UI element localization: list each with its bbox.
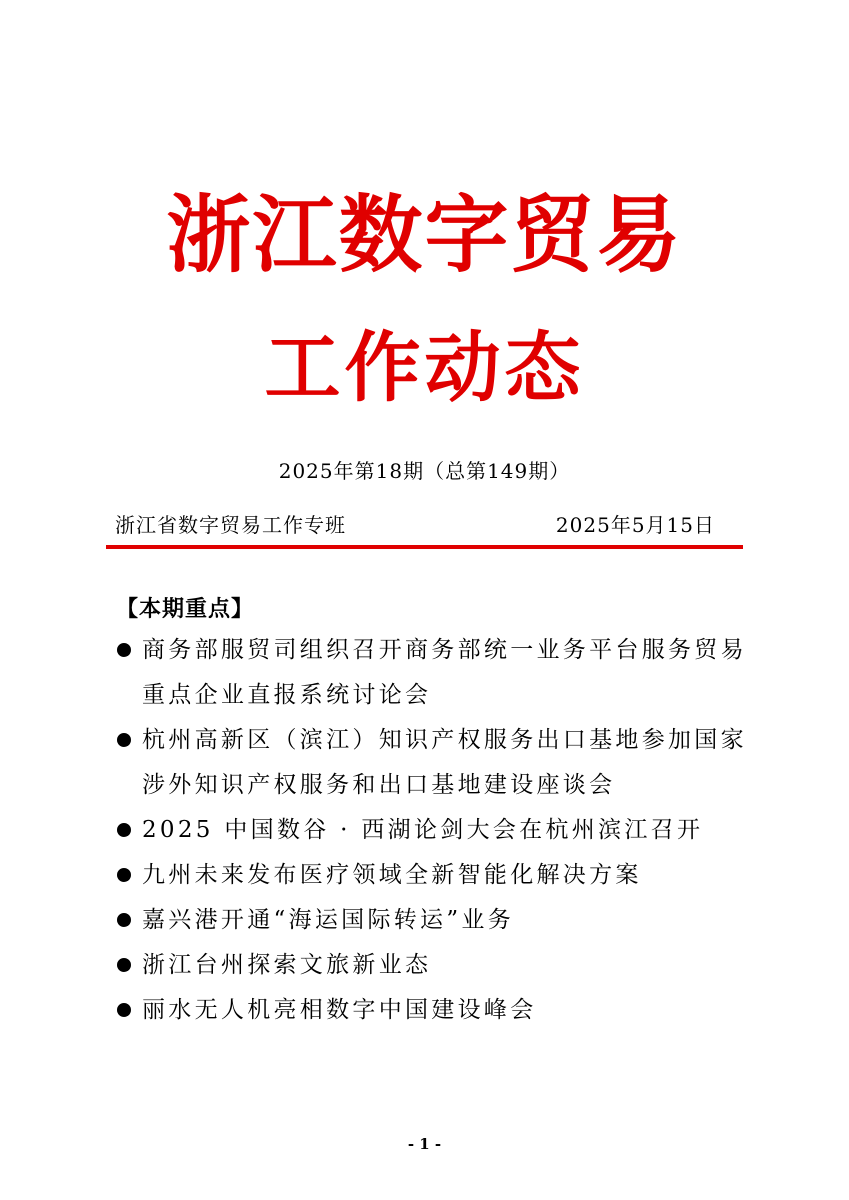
highlight-item <box>116 808 756 853</box>
issue-number: 2025年第18期（总第149期） <box>278 459 571 483</box>
highlight-item <box>116 898 756 943</box>
highlight-text: 杭州高新区（滨江）知识产权服务出口基地参加国家涉外知识产权服务和出口基地建设座谈会 <box>142 727 747 798</box>
issue-date: 2025年5月15日 <box>555 513 715 537</box>
highlight-text: 浙江台州探索文旅新业态 <box>142 952 432 978</box>
highlight-text: 商务部服贸司组织召开商务部统一业务平台服务贸易重点企业直报系统讨论会 <box>142 637 747 708</box>
highlight-text: 丽水无人机亮相数字中国建设峰会 <box>142 997 537 1023</box>
highlight-item <box>116 718 756 808</box>
bullet-icon <box>117 913 131 927</box>
bullet-icon <box>117 868 131 882</box>
issuing-organization: 浙江省数字贸易工作专班 <box>115 513 346 537</box>
highlight-text: 九州未来发布医疗领域全新智能化解决方案 <box>142 862 642 888</box>
highlight-item <box>116 988 756 1033</box>
bullet-icon <box>117 1003 131 1017</box>
highlights-heading: 【本期重点】 <box>116 597 255 622</box>
bullet-icon <box>117 823 131 837</box>
bullet-icon <box>117 958 131 972</box>
highlight-item <box>116 853 756 898</box>
bullet-icon <box>117 733 131 747</box>
highlights-list <box>116 628 756 1033</box>
page-number: - 1 - <box>407 1135 442 1153</box>
highlight-item <box>116 628 756 718</box>
masthead-title-line1: 浙江数字贸易 <box>166 185 683 284</box>
highlight-item <box>116 943 756 988</box>
highlight-text: 嘉兴港开通“海运国际转运”业务 <box>142 907 515 933</box>
highlight-text: 2025 中国数谷 · 西湖论剑大会在杭州滨江召开 <box>142 817 704 843</box>
red-divider-rule <box>106 545 743 549</box>
bullet-icon <box>117 643 131 657</box>
masthead-title-line2: 工作动态 <box>264 323 585 412</box>
